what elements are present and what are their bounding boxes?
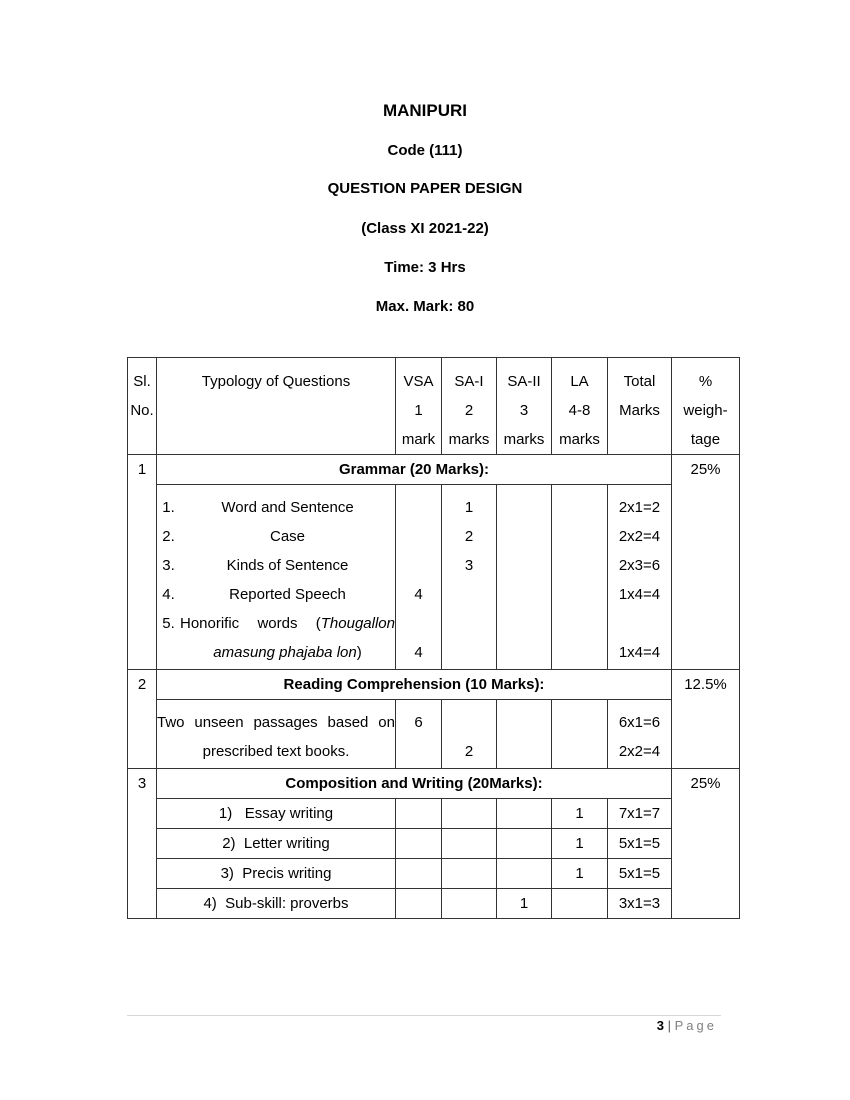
subject-code: Code (111) (387, 142, 463, 159)
section-title: Grammar (20 Marks): (157, 455, 672, 485)
section-number: 3 (128, 769, 157, 919)
vsa-cell: 6 (396, 700, 442, 769)
sa2-cell (497, 799, 552, 829)
header-typology: Typology of Questions (157, 358, 396, 455)
total-cell: 5x1=5 (608, 859, 672, 889)
la-cell (552, 700, 608, 769)
sa1-cell: 2 (442, 700, 497, 769)
section-number: 2 (128, 670, 157, 769)
max-mark-info: Max. Mark: 80 (375, 298, 475, 315)
typology-cell: Two unseen passages based on prescribed text books. (157, 700, 396, 769)
section-row-reading (128, 670, 740, 700)
sa1-cell (442, 889, 497, 919)
total-cell: 2x1=2 2x2=4 2x3=6 1x4=4 1x4=4 (608, 485, 672, 670)
sa2-cell (497, 700, 552, 769)
class-info: (Class XI 2021-22) (361, 220, 489, 237)
header-sa1: SA-I 2 marks (442, 358, 497, 455)
sa2-cell: 1 (497, 889, 552, 919)
sa2-cell (497, 485, 552, 670)
sa1-cell: 1 2 3 (442, 485, 497, 670)
header-total: Total Marks (608, 358, 672, 455)
la-cell: 1 (552, 799, 608, 829)
total-cell: 7x1=7 (608, 799, 672, 829)
table-row (128, 799, 740, 829)
sa1-cell (442, 859, 497, 889)
vsa-cell (396, 859, 442, 889)
sa2-cell (497, 829, 552, 859)
sa2-cell (497, 859, 552, 889)
section-items-grammar (128, 485, 740, 670)
header-weightage: % weigh- tage (672, 358, 740, 455)
table-header-row (128, 358, 740, 455)
header-vsa: VSA 1 mark (396, 358, 442, 455)
footer-separator: | (667, 1018, 671, 1033)
list-item: 5. Honorific words (Thougallon amasung phajaba lon) (162, 615, 395, 661)
section-weightage: 25% (672, 769, 740, 919)
la-cell (552, 889, 608, 919)
header-sl-no: Sl. No. (128, 358, 157, 455)
typology-cell: 1) Essay writing (157, 799, 396, 829)
total-cell: 3x1=3 (608, 889, 672, 919)
section-row-grammar (128, 455, 740, 485)
typology-cell (157, 485, 396, 670)
page-footer (600, 1018, 717, 1033)
section-weightage: 12.5% (672, 670, 740, 769)
total-cell: 5x1=5 (608, 829, 672, 859)
vsa-cell (396, 799, 442, 829)
question-paper-table (127, 357, 740, 919)
vsa-cell (396, 889, 442, 919)
la-cell (552, 485, 608, 670)
page-label: Page (674, 1018, 717, 1033)
section-title: Reading Comprehension (10 Marks): (157, 670, 672, 700)
table-row (128, 859, 740, 889)
list-item: 4. Reported Speech (162, 586, 346, 603)
total-cell: 6x1=6 2x2=4 (608, 700, 672, 769)
typology-cell: 2) Letter writing (157, 829, 396, 859)
vsa-cell: 4 4 (396, 485, 442, 670)
table-row (128, 889, 740, 919)
list-item: 2. Case (162, 528, 306, 545)
page-number: 3 (656, 1018, 664, 1033)
list-item: 1. Word and Sentence (162, 499, 354, 516)
la-cell: 1 (552, 829, 608, 859)
section-items-reading (128, 700, 740, 769)
vsa-cell (396, 829, 442, 859)
sa1-cell (442, 799, 497, 829)
section-title: Composition and Writing (20Marks): (157, 769, 672, 799)
section-weightage: 25% (672, 455, 740, 670)
time-info: Time: 3 Hrs (384, 259, 466, 276)
footer-divider (127, 1015, 721, 1016)
document-title: MANIPURI (382, 101, 468, 120)
sa1-cell (442, 829, 497, 859)
section-number: 1 (128, 455, 157, 670)
typology-cell: 3) Precis writing (157, 859, 396, 889)
list-item: 3. Kinds of Sentence (162, 557, 349, 574)
la-cell: 1 (552, 859, 608, 889)
table-row (128, 829, 740, 859)
header-sa2: SA-II 3 marks (497, 358, 552, 455)
section-row-composition (128, 769, 740, 799)
typology-cell: 4) Sub-skill: proverbs (157, 889, 396, 919)
header-la: LA 4-8 marks (552, 358, 608, 455)
design-heading: QUESTION PAPER DESIGN (327, 180, 523, 197)
